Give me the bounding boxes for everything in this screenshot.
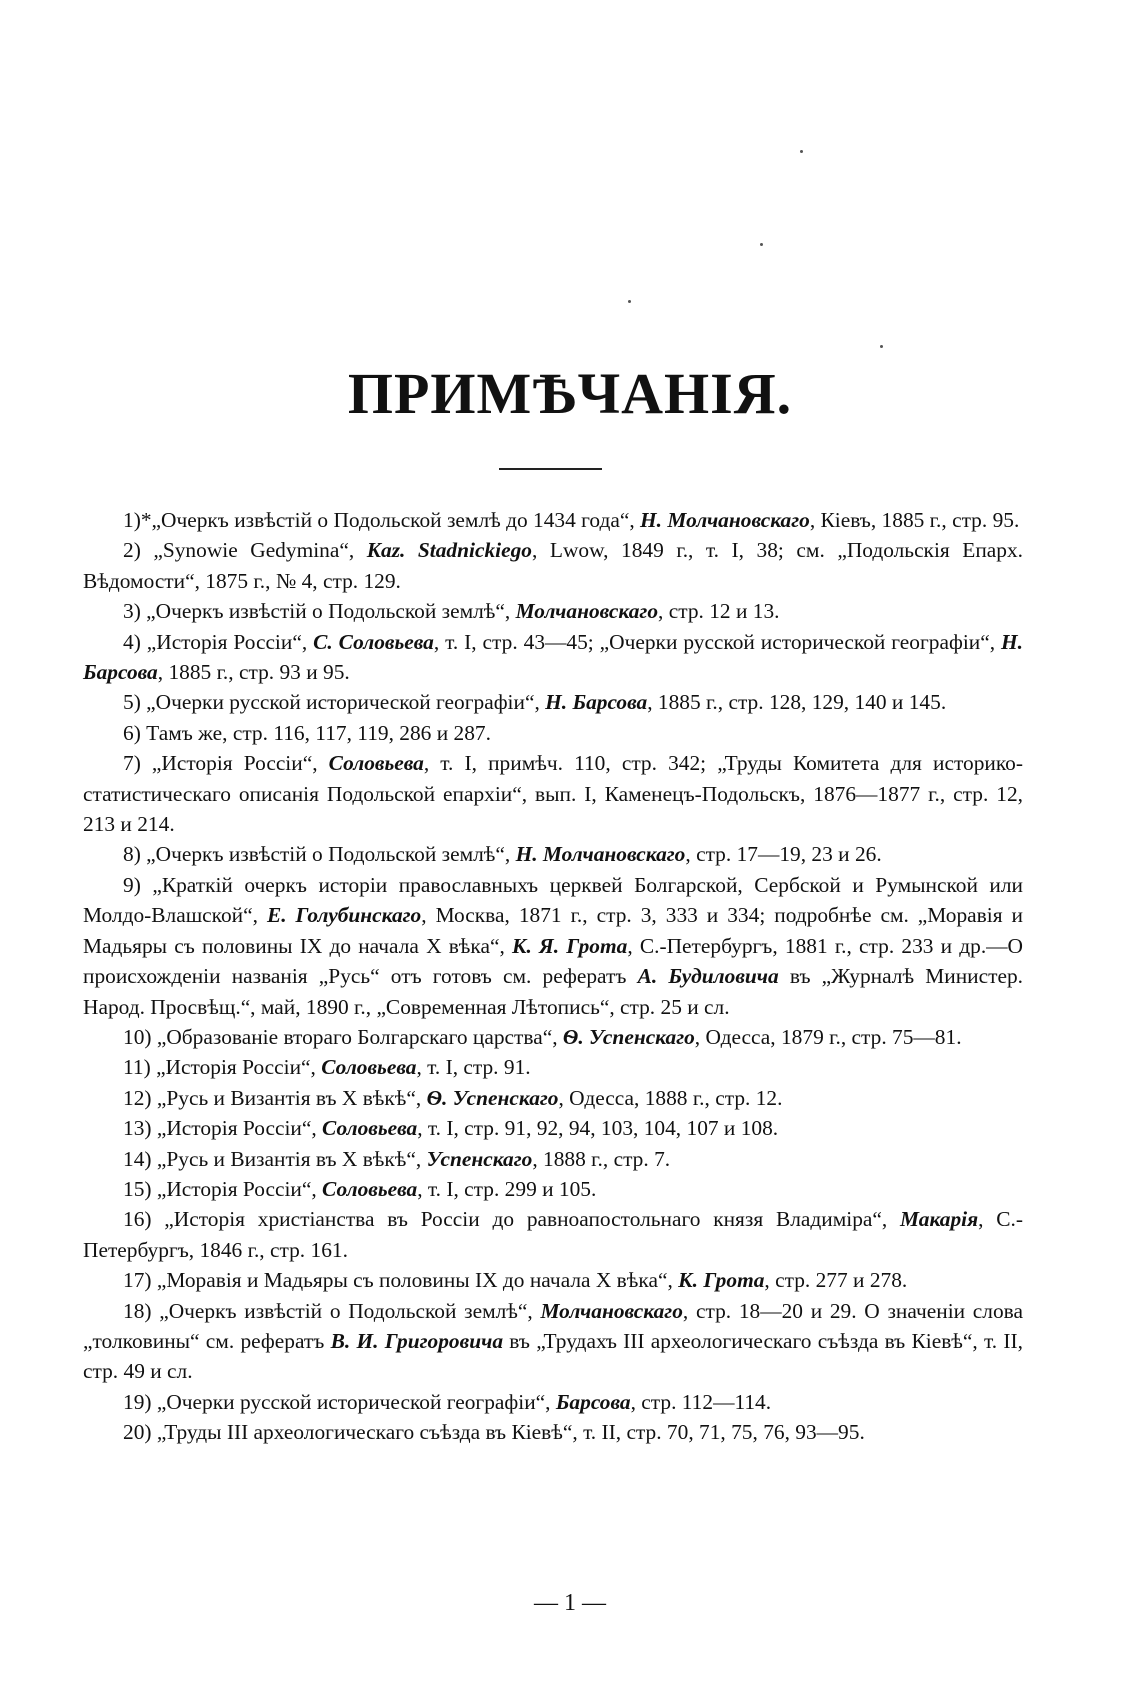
footnote-text: , т. I, стр. 91, 92, 94, 103, 104, 107 и 108. — [417, 1116, 779, 1141]
footnote-text: 10) „Образованіе втораго Болгарскаго царства“, — [123, 1024, 563, 1049]
footnote-author: Ѳ. Успенскаго — [426, 1085, 559, 1110]
footnote — [83, 535, 1023, 596]
footnote-author: Соловьева — [322, 1176, 418, 1201]
footnote-author: Ѳ. Успенскаго — [562, 1024, 695, 1049]
footnote — [83, 1052, 1023, 1082]
footnote-author: С. Соловьева — [313, 629, 434, 654]
footnote-text: , 1888 г., стр. 7. — [532, 1146, 671, 1171]
notes-list — [83, 505, 1023, 1448]
footnote — [83, 1022, 1023, 1052]
footnote-text: 11) „Исторія Россіи“, — [123, 1055, 322, 1080]
footnote-text: 17) „Моравія и Мадьяры съ половины IX до начала X вѣка“, — [123, 1268, 679, 1293]
print-speck — [880, 345, 883, 348]
footnote — [83, 1387, 1023, 1417]
footnote-author: К. Грота — [678, 1268, 765, 1293]
footnote — [83, 1296, 1023, 1387]
footnote — [83, 687, 1023, 717]
footnote-author: Н. Барсова — [83, 629, 1023, 685]
footnote-author: Е. Голубинскаго — [266, 903, 422, 928]
page-number: — 1 — — [534, 1590, 606, 1616]
footnote-text: , т. I, стр. 43—45; „Очерки русской исторической географіи“, — [433, 629, 1001, 654]
footnote-text: , стр. 12 и 13. — [658, 599, 780, 624]
footnote — [83, 1144, 1023, 1174]
footnote — [83, 1174, 1023, 1204]
footnote-author: В. И. Григоровича — [330, 1328, 504, 1353]
footnote — [83, 1265, 1023, 1295]
footnote-text: , т. I, стр. 91. — [416, 1055, 531, 1080]
footnote-text: , стр. 18—20 и 29. О значеніи слова „толковины“ см. рефератъ — [83, 1298, 1023, 1353]
footnote-author: Успенскаго — [426, 1146, 533, 1171]
footnote-text: въ „Трудахъ III археологическаго съѣзда въ Кіевѣ“, т. II, стр. 49 и сл. — [83, 1328, 1023, 1384]
footnote-text: , т. I, примѣч. 110, стр. 342; „Труды Комитета для историко-статистическаго описанія Подольской епархіи“, вып. I, Каменецъ-Подольскъ, 1876—1877 г., стр. 12, 213 и 214. — [83, 751, 1023, 837]
footnote-author: Барсова — [555, 1389, 631, 1414]
footnote-text: 4) „Исторія Россіи“, — [123, 629, 314, 654]
footnote-text: въ „Журналѣ Министер. Народ. Просвѣщ.“, май, 1890 г., „Современная Лѣтопись“, стр. 25 и сл. — [83, 964, 1024, 1019]
footnote-author: Kaz. Stadnickiego — [366, 538, 532, 563]
footnote-text: 18) „Очеркъ извѣстій о Подольской землѣ“, — [123, 1298, 541, 1323]
footnote-text: 15) „Исторія Россіи“, — [123, 1176, 323, 1201]
footnote-text: 8) „Очеркъ извѣстій о Подольской землѣ“, — [123, 842, 516, 867]
footnote-text: 2) „Synowie Gedymina“, — [123, 538, 367, 563]
footnote-author: Макарія — [900, 1207, 979, 1232]
footnote-text: 9) „Краткій очеркъ исторіи православныхъ церквей Болгарской, Сербской и Румынской или Молдо-Влашской“, — [83, 872, 1023, 928]
footnote-text: , С.-Петербургъ, 1846 г., стр. 161. — [83, 1207, 1024, 1262]
print-speck — [800, 150, 803, 153]
footnote-text: , Одесса, 1888 г., стр. 12. — [558, 1085, 783, 1110]
footnote-text: , стр. 112—114. — [630, 1389, 772, 1414]
footnote — [83, 718, 1023, 748]
footnote-text: , Москва, 1871 г., стр. 3, 333 и 334; подробнѣе см. „Моравія и Мадьяры съ половины IX до начала X вѣка“, — [83, 903, 1023, 958]
footnote-text: 13) „Исторія Россіи“, — [123, 1116, 323, 1141]
footnote-text: 6) Тамъ же, стр. 116, 117, 119, 286 и 287. — [123, 720, 491, 745]
footnote-author: Н. Молчановскаго — [515, 842, 686, 867]
footnote-text: , 1885 г., стр. 93 и 95. — [157, 660, 350, 685]
footnote-text: 14) „Русь и Византія въ X вѣкѣ“, — [123, 1146, 427, 1171]
footnote-text: , 1885 г., стр. 128, 129, 140 и 145. — [647, 690, 947, 715]
footnote — [83, 748, 1023, 839]
footnote-text: 20) „Труды III археологическаго съѣзда въ Кіевѣ“, т. II, стр. 70, 71, 75, 76, 93—95. — [123, 1420, 865, 1445]
footnote-text: , стр. 277 и 278. — [764, 1268, 908, 1293]
footnote — [83, 596, 1023, 626]
footnote-author: Н. Молчановскаго — [640, 508, 810, 532]
footnote-text: , стр. 17—19, 23 и 26. — [685, 842, 882, 867]
footnote-text: , Одесса, 1879 г., стр. 75—81. — [694, 1024, 962, 1049]
footnote-text: 16) „Исторія христіанства въ Россіи до равноапостольнаго князя Владиміра“, — [123, 1207, 901, 1232]
footnote-text: , т. I, стр. 299 и 105. — [417, 1176, 597, 1201]
footnote-author: Соловьева — [321, 1055, 417, 1080]
footnote-text: 3) „Очеркъ извѣстій о Подольской землѣ“, — [123, 599, 516, 624]
footnote — [83, 1204, 1023, 1265]
footnote-author: Соловьева — [328, 751, 424, 776]
footnote-author: Молчановскаго — [540, 1298, 683, 1323]
footnote — [83, 627, 1023, 688]
footnote-author: Молчановскаго — [515, 599, 659, 624]
footnote — [83, 1417, 1023, 1447]
print-speck — [760, 243, 763, 246]
footnote-author: А. Будиловича — [637, 964, 779, 989]
footnote-text: 19) „Очерки русской исторической географіи“, — [123, 1389, 556, 1414]
footnote-text: 5) „Очерки русской исторической географіи“, — [123, 690, 546, 715]
footnote-text: , Кіевъ, 1885 г., стр. 95. — [809, 508, 1020, 532]
footnote — [83, 1083, 1023, 1113]
footnote-author: Соловьева — [322, 1116, 418, 1141]
footnote — [83, 870, 1023, 1022]
footnote — [83, 1113, 1023, 1143]
footnote-author: Н. Барсова — [545, 690, 648, 715]
footnote-author: К. Я. Грота — [511, 933, 628, 958]
page-title: ПРИМѢЧАНІЯ. — [347, 361, 793, 426]
footnote-text: 7) „Исторія Россіи“, — [123, 751, 329, 776]
footnote-text: , Lwow, 1849 г., т. I, 38; см. „Подольскія Епарх. Вѣдомости“, 1875 г., № 4, стр. 129. — [83, 538, 1024, 593]
footnote-text: , С.-Петербургъ, 1881 г., стр. 233 и др.—О происхожденіи названія „Русь“ отъ готовъ см. рефератъ — [83, 933, 1024, 989]
footnote-text: 12) „Русь и Византія въ X вѣкѣ“, — [123, 1085, 427, 1110]
print-speck — [628, 300, 631, 303]
footnote — [83, 839, 1023, 869]
footnote-text: 1)*„Очеркъ извѣстій о Подольской землѣ до 1434 года“, — [123, 508, 641, 532]
footnote — [83, 505, 1023, 535]
title-divider — [499, 468, 602, 470]
